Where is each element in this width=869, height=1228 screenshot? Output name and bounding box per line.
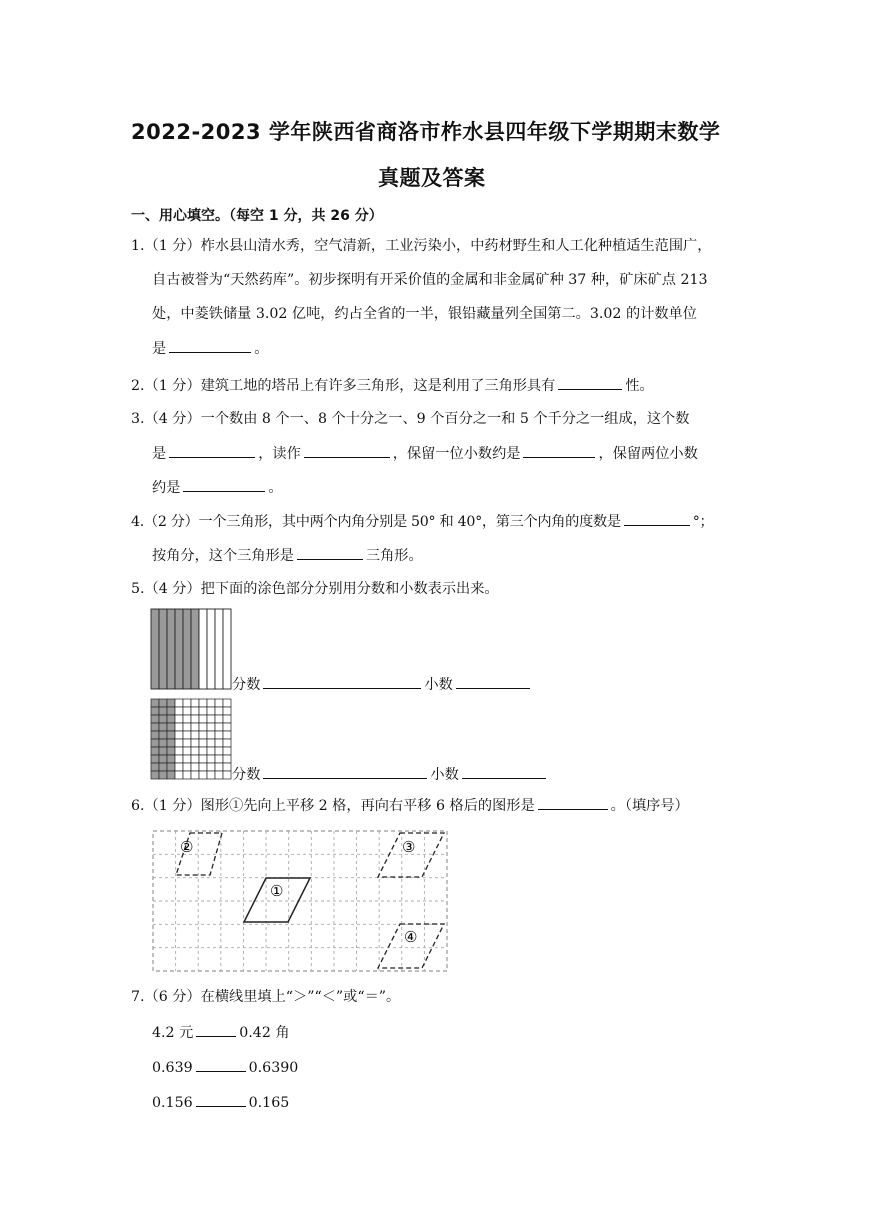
grid-cell: [159, 731, 167, 739]
grid-cell: [183, 747, 191, 755]
grid-cell: [191, 747, 199, 755]
grid-cell: [215, 715, 223, 723]
grid-cell: [207, 763, 215, 771]
grid-cell: [199, 771, 207, 779]
grid-cell: [191, 763, 199, 771]
grid-cell: [223, 715, 231, 723]
grid-cell: [159, 739, 167, 747]
q2-suffix: 性。: [625, 378, 654, 394]
grid-cell: [167, 739, 175, 747]
grid-cell: [215, 755, 223, 763]
q7-line1: 7.（6 分）在横线里填上“＞”“＜”或“＝”。: [131, 989, 401, 1005]
grid-cell: [167, 731, 175, 739]
grid-cell: [207, 699, 215, 707]
strip-cell: [159, 609, 167, 689]
q6-line: [131, 795, 689, 816]
grid-cell: [159, 723, 167, 731]
grid-cell: [215, 731, 223, 739]
q4-text-a: 4.（2 分）一个三角形，其中两个内角分别是 50° 和 40°，第三个内角的度数是: [131, 514, 621, 530]
strip-cell: [151, 609, 159, 689]
grid-cell: [207, 739, 215, 747]
q3-text-c: ，保留一位小数约是: [392, 446, 521, 462]
answer-blank[interactable]: [169, 338, 251, 353]
grid-cell: [207, 707, 215, 715]
grid-cell: [207, 747, 215, 755]
compare-left: 4.2 元: [152, 1025, 194, 1041]
compare-left: 0.156: [152, 1095, 193, 1111]
q1-prefix: 是: [152, 341, 167, 357]
grid-cell: [183, 771, 191, 779]
grid-cell: [167, 771, 175, 779]
grid-cell: [183, 699, 191, 707]
grid-cell: [151, 715, 159, 723]
strip-cell: [191, 609, 199, 689]
grid-cell: [175, 771, 183, 779]
strip-cell: [183, 609, 191, 689]
grid-cell: [167, 755, 175, 763]
grid-cell: [167, 699, 175, 707]
grid-cell: [223, 771, 231, 779]
grid-cell: [183, 739, 191, 747]
grid-cell: [191, 739, 199, 747]
q7-row-2: [152, 1057, 298, 1078]
q3-text-d: ，保留两位小数: [598, 446, 698, 462]
q4-line1: [131, 511, 713, 532]
q3-text-a: 是: [152, 446, 167, 462]
q6-text: 6.（1 分）图形①先向上平移 2 格，再向右平移 6 格后的图形是: [131, 798, 535, 814]
shape-2-label: ②: [180, 838, 194, 856]
q2-text: 2.（1 分）建筑工地的塔吊上有许多三角形，这是利用了三角形具有: [131, 378, 556, 394]
grid-cell: [167, 707, 175, 715]
compare-right: 0.6390: [248, 1060, 299, 1076]
strip-cell: [207, 609, 215, 689]
shape-1-label: ①: [270, 882, 284, 900]
grid-cell: [191, 715, 199, 723]
answer-blank[interactable]: [304, 443, 390, 458]
q1-line4: [152, 338, 268, 359]
answer-blank[interactable]: [297, 545, 363, 560]
page-title-line2: 真题及答案: [378, 166, 486, 190]
grid-cell: [183, 707, 191, 715]
compare-right: 0.165: [248, 1095, 290, 1111]
grid-cell: [175, 731, 183, 739]
decimal-label: 小数: [424, 677, 453, 693]
grid-cell: [199, 699, 207, 707]
answer-blank[interactable]: [624, 511, 690, 526]
compare-right: 0.42 角: [239, 1025, 290, 1041]
strip-cell: [223, 609, 231, 689]
grid-cell: [151, 755, 159, 763]
q4-line2: [152, 545, 423, 566]
grid-cell: [175, 707, 183, 715]
grid-cell: [167, 747, 175, 755]
grid-cell: [159, 715, 167, 723]
grid-cell: [191, 707, 199, 715]
answer-blank[interactable]: [456, 674, 530, 689]
grid-cell: [175, 755, 183, 763]
grid-cell: [175, 763, 183, 771]
answer-blank[interactable]: [263, 674, 421, 689]
answer-blank[interactable]: [196, 1022, 236, 1037]
grid-cell: [183, 715, 191, 723]
grid-cell: [183, 755, 191, 763]
q4-text-d: 三角形。: [365, 548, 423, 564]
grid-cell: [175, 723, 183, 731]
answer-blank[interactable]: [169, 443, 255, 458]
grid-cell: [207, 755, 215, 763]
grid-cell: [223, 763, 231, 771]
grid-cell: [207, 723, 215, 731]
grid-cell: [159, 747, 167, 755]
grid-cell: [223, 755, 231, 763]
grid-cell: [223, 723, 231, 731]
q7-row-3: [152, 1092, 289, 1113]
q1-line3: 处，中菱铁储量 3.02 亿吨，约占全省的一半，银铅藏量列全国第二。3.02 的计数单位: [152, 306, 697, 322]
answer-blank[interactable]: [538, 795, 608, 810]
grid-cell: [175, 715, 183, 723]
answer-blank[interactable]: [196, 1092, 246, 1107]
strip-cell: [199, 609, 207, 689]
shape-3-label: ③: [402, 838, 416, 856]
grid-cell: [223, 699, 231, 707]
decimal-label: 小数: [430, 767, 459, 783]
grid-cell: [223, 707, 231, 715]
grid-cell: [151, 739, 159, 747]
q2-line: [131, 375, 654, 396]
strip-cell: [175, 609, 183, 689]
grid-cell: [159, 699, 167, 707]
grid-cell: [191, 771, 199, 779]
grid-cell: [199, 723, 207, 731]
answer-blank[interactable]: [558, 375, 622, 390]
q1-line1: 1.（1 分）柞水县山清水秀，空气清新，工业污染小，中药材野生和人工化种植适生范围广，: [131, 238, 712, 254]
grid-cell: [191, 731, 199, 739]
q5-row1: [232, 674, 533, 695]
q4-text-c: 按角分，这个三角形是: [152, 548, 294, 564]
strip-cell: [215, 609, 223, 689]
shape-4-label: ④: [404, 928, 418, 946]
strip-fraction-figure: [150, 608, 232, 690]
grid-cell: [191, 755, 199, 763]
grid-cell: [175, 747, 183, 755]
grid-cell: [223, 747, 231, 755]
answer-blank[interactable]: [523, 443, 595, 458]
grid-cell: [159, 707, 167, 715]
grid-cell: [151, 763, 159, 771]
q5-row2: [232, 764, 549, 785]
grid-cell: [175, 739, 183, 747]
grid-cell: [199, 755, 207, 763]
grid-cell: [207, 771, 215, 779]
grid-cell: [215, 699, 223, 707]
grid-cell: [223, 739, 231, 747]
grid-cell: [191, 699, 199, 707]
fraction-label: 分数: [232, 767, 261, 783]
grid-cell: [167, 715, 175, 723]
section-heading: 一、用心填空。（每空 1 分，共 26 分）: [131, 208, 383, 224]
grid-cell: [151, 771, 159, 779]
grid-cell: [215, 747, 223, 755]
strip-cell: [167, 609, 175, 689]
q5-line1: 5.（4 分）把下面的涂色部分分别用分数和小数表示出来。: [131, 581, 499, 597]
grid-cell: [151, 707, 159, 715]
grid-cell: [199, 715, 207, 723]
grid-cell: [159, 771, 167, 779]
grid-cell: [215, 763, 223, 771]
grid-cell: [183, 731, 191, 739]
page-title: 2022-2023 学年陕西省商洛市柞水县四年级下学期期末数学: [131, 120, 721, 144]
q6-suffix: 。（填序号）: [610, 798, 689, 814]
q3-text-b: ，读作: [258, 446, 301, 462]
grid-cell: [183, 723, 191, 731]
grid-cell: [215, 723, 223, 731]
grid-cell: [151, 747, 159, 755]
q1-suffix: 。: [254, 341, 269, 357]
grid-cell: [167, 763, 175, 771]
answer-blank[interactable]: [263, 764, 427, 779]
q3-line2: [152, 443, 698, 464]
grid-cell: [199, 747, 207, 755]
answer-blank[interactable]: [183, 477, 265, 492]
grid-cell: [215, 707, 223, 715]
grid-cell: [191, 723, 199, 731]
grid-cell: [207, 731, 215, 739]
grid-cell: [223, 731, 231, 739]
answer-blank[interactable]: [196, 1057, 246, 1072]
grid-cell: [151, 731, 159, 739]
grid-cell: [159, 763, 167, 771]
compare-left: 0.639: [152, 1060, 193, 1076]
grid-cell: [199, 731, 207, 739]
hundred-grid-figure: [150, 698, 232, 780]
translation-grid-figure: [152, 830, 448, 972]
grid-cell: [151, 723, 159, 731]
answer-blank[interactable]: [462, 764, 546, 779]
grid-cell: [199, 739, 207, 747]
grid-cell: [159, 755, 167, 763]
q7-row-1: [152, 1022, 290, 1043]
grid-cell: [183, 763, 191, 771]
grid-cell: [151, 699, 159, 707]
grid-cell: [215, 771, 223, 779]
q3-text-e: 约是: [152, 480, 181, 496]
grid-cell: [199, 707, 207, 715]
q4-text-b: °；: [692, 514, 714, 530]
q3-text-f: 。: [268, 480, 283, 496]
q1-line2: 自古被誉为“天然药库”。初步探明有开采价值的金属和非金属矿种 37 种，矿床矿点 213: [152, 272, 708, 288]
q3-line3: [152, 477, 283, 498]
fraction-label: 分数: [232, 677, 261, 693]
grid-cell: [175, 699, 183, 707]
grid-cell: [215, 739, 223, 747]
grid-cell: [199, 763, 207, 771]
grid-cell: [207, 715, 215, 723]
q3-line1: 3.（4 分）一个数由 8 个一、8 个十分之一、9 个百分之一和 5 个千分之一组成，这个数: [131, 411, 690, 427]
grid-cell: [167, 723, 175, 731]
